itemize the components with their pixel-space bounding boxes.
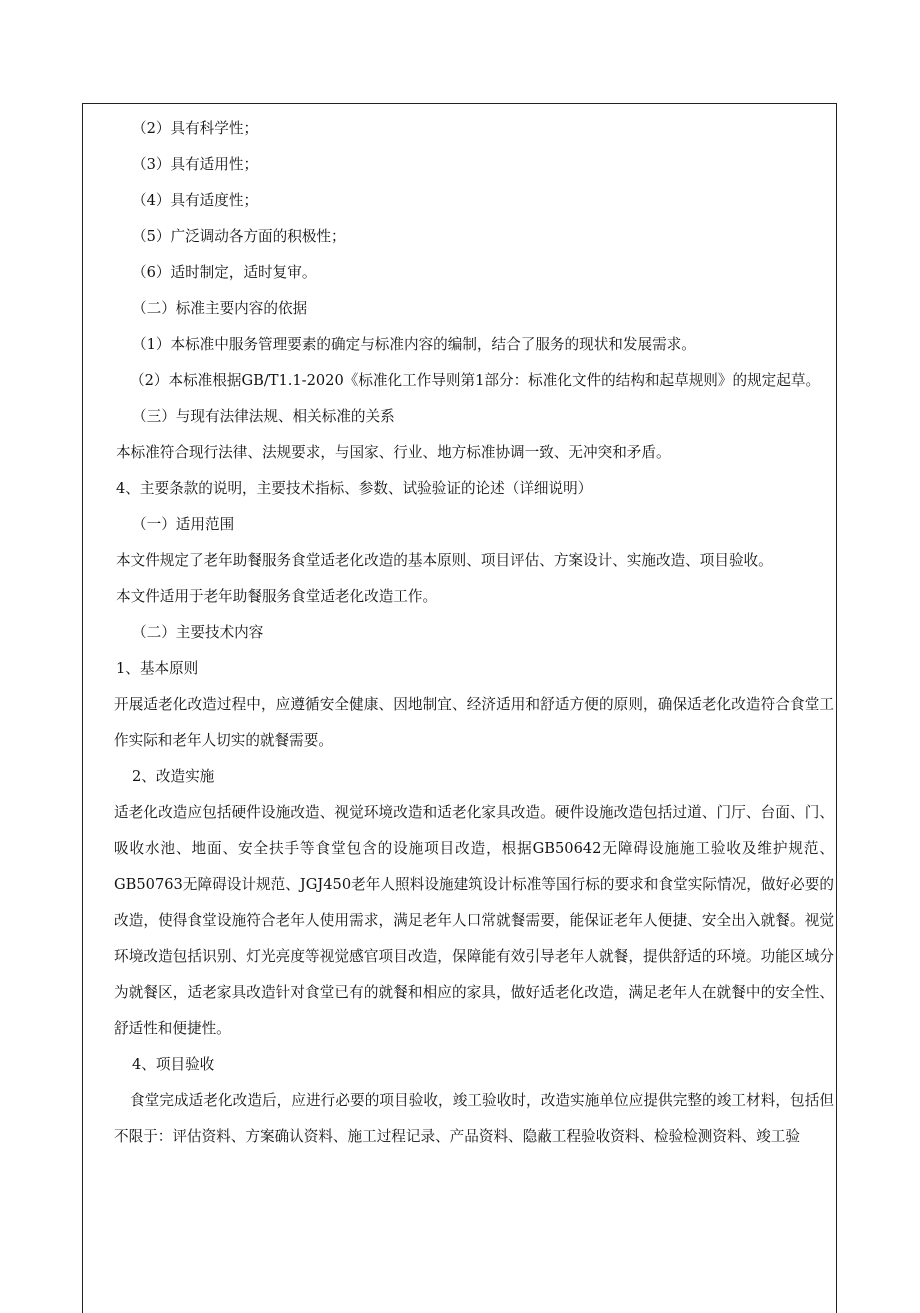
list-item-scientific: （2）具有科学性； [132, 120, 259, 137]
implementation-text: 适老化改造应包括硬件设施改造、视觉环境改造和适老化家具改造。硬件设施改造包括过道、门厅、台面、门、吸收水池、地面、安全扶手等食堂包含的设施项目改造，根据GB50642无障碍设施施工验收及维护规范、GB50763无障碍设计规范、JGJ450老年人照料设施建筑设计标准等国行标的要求和食堂实际情况，做好必要的改造，使得食堂设施符合老年人使用需求，满足老年人口常就餐需要，能保证老年人便捷、安全出入就餐。视觉环境改造包括识别、灯光亮度等视觉感官项目改造，保障能有效引导老年人就餐，提供舒适的环境。功能区域分为就餐区，适老家具改造针对食堂已有的就餐和相应的家具，做好适老化改造，满足老年人在就餐中的安全性、舒适性和便捷性。 [114, 804, 834, 1037]
document-body [116, 111, 832, 1155]
basis-item-1: （1）本标准中服务管理要素的确定与标准内容的编制，结合了服务的现状和发展需求。 [132, 336, 696, 353]
scope-text-1: 本文件规定了老年助餐服务食堂适老化改造的基本原则、项目评估、方案设计、实施改造、项目验收。 [116, 552, 773, 569]
list-item-timely: （6）适时制定，适时复审。 [132, 264, 317, 281]
scope-text-2: 本文件适用于老年助餐服务食堂适老化改造工作。 [116, 588, 438, 605]
list-item-moderate: （4）具有适度性； [132, 192, 259, 209]
list-item-mobilize: （5）广泛调动各方面的积极性； [132, 228, 346, 245]
principles-text: 开展适老化改造过程中，应遵循安全健康、因地制宜、经济适用和舒适方便的原则，确保适老化改造符合食堂工作实际和老年人切实的就餐需要。 [114, 696, 834, 749]
acceptance-text: 食堂完成适老化改造后，应进行必要的项目验收，竣工验收时，改造实施单位应提供完整的竣工材料，包括但不限于：评估资料、方案确认资料、施工过程记录、产品资料、隐蔽工程验收资料、检验检测资料、竣工验 [114, 1092, 834, 1145]
heading-basic-principles: 1、基本原则 [116, 660, 199, 677]
basis-item-2: （2）本标准根据GB/T1.1-2020《标准化工作导则第1部分：标准化文件的结构和起草规则》的规定起草。 [130, 372, 821, 389]
section-heading-relationship: （三）与现有法律法规、相关标准的关系 [132, 408, 395, 425]
heading-acceptance: 4、项目验收 [132, 1056, 215, 1073]
list-item-applicable: （3）具有适用性； [132, 156, 259, 173]
section-heading-basis: （二）标准主要内容的依据 [132, 300, 308, 317]
heading-implementation: 2、改造实施 [132, 768, 215, 785]
relationship-text: 本标准符合现行法律、法规要求，与国家、行业、地方标准协调一致、无冲突和矛盾。 [116, 444, 671, 461]
subheading-scope: （一）适用范围 [132, 516, 235, 533]
section-heading-clauses: 4、主要条款的说明，主要技术指标、参数、试验验证的论述（详细说明） [116, 480, 593, 497]
subheading-technical-content: （二）主要技术内容 [132, 624, 264, 641]
